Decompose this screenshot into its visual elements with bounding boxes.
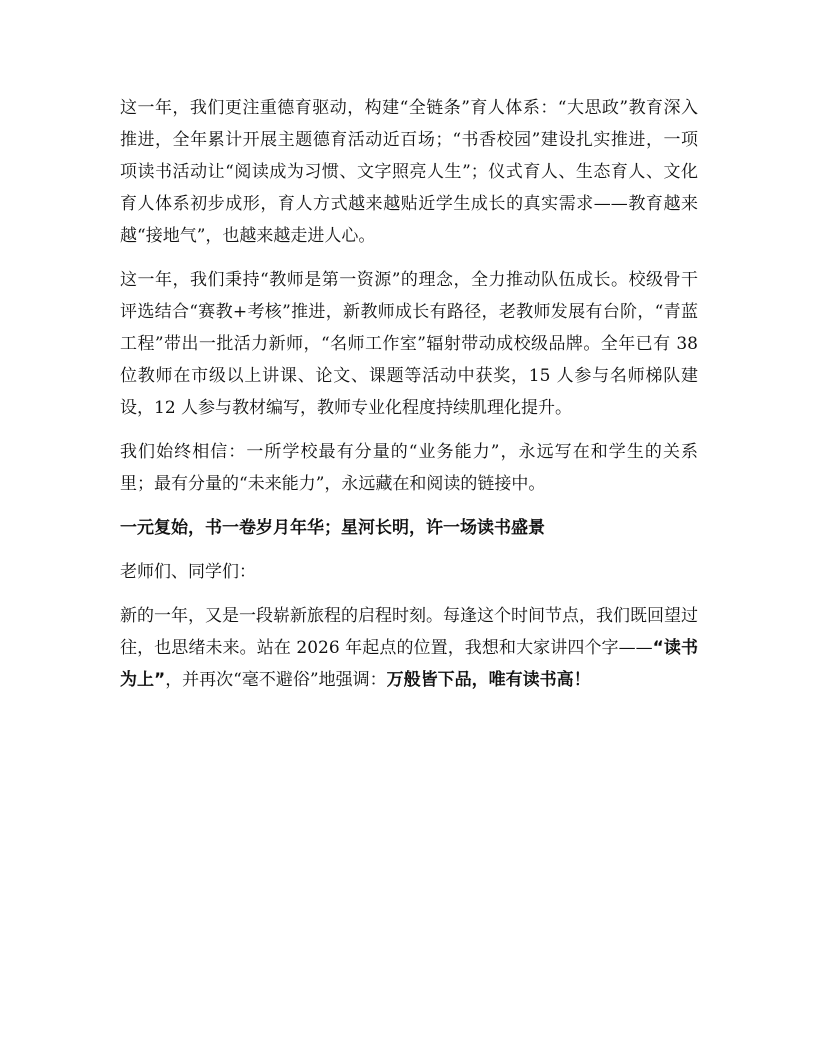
- reading-highest-phrase: 万般皆下品，唯有读书高！: [386, 670, 591, 690]
- section-heading: 一元复始，书一卷岁月年华；星河长明，许一场读书盛景: [120, 518, 545, 538]
- new-year-text-2: ，并再次“毫不避俗”地强调：: [165, 670, 387, 690]
- salutation: 老师们、同学们：: [120, 562, 256, 582]
- paragraph-moral-education: 这一年，我们更注重德育驱动，构建“全链条”育人体系：“大思政”教育深入推进，全年累计开展主题德育活动近百场；“书香校园”建设扎实推进，一项项读书活动让“阅读成为习惯、文字照亮人生”；仪式育人、生态育人、文化育人体系初步成形，育人方式越来越贴近学生成长的真实需求——教育越来越“接地气”，也越来越走进人心。: [120, 98, 698, 246]
- paragraph-new-year: [120, 600, 698, 696]
- paragraph-teacher-growth: 这一年，我们秉持“教师是第一资源”的理念，全力推动队伍成长。校级骨干评选结合“赛教+考核”推进，新教师成长有路径，老教师发展有台阶，“青蓝工程”带出一批活力新师，“名师工作室”辐射带动成校级品牌。全年已有 38 位教师在市级以上讲课、论文、课题等活动中获奖，15 人参与名师梯队建设，12 人参与教材编写，教师专业化程度持续肌理化提升。: [120, 270, 698, 418]
- new-year-text-1: 新的一年，又是一段崭新旅程的启程时刻。每逢这个时间节点，我们既回望过往，也思绪未来。站在 2026 年起点的位置，我想和大家讲四个字——: [120, 606, 698, 658]
- reading-first-phrase: “读书为上”: [120, 638, 698, 690]
- paragraph-belief: 我们始终相信：一所学校最有分量的“业务能力”，永远写在和学生的关系里；最有分量的“未来能力”，永远藏在和阅读的链接中。: [120, 442, 698, 494]
- document-page: [120, 92, 698, 708]
